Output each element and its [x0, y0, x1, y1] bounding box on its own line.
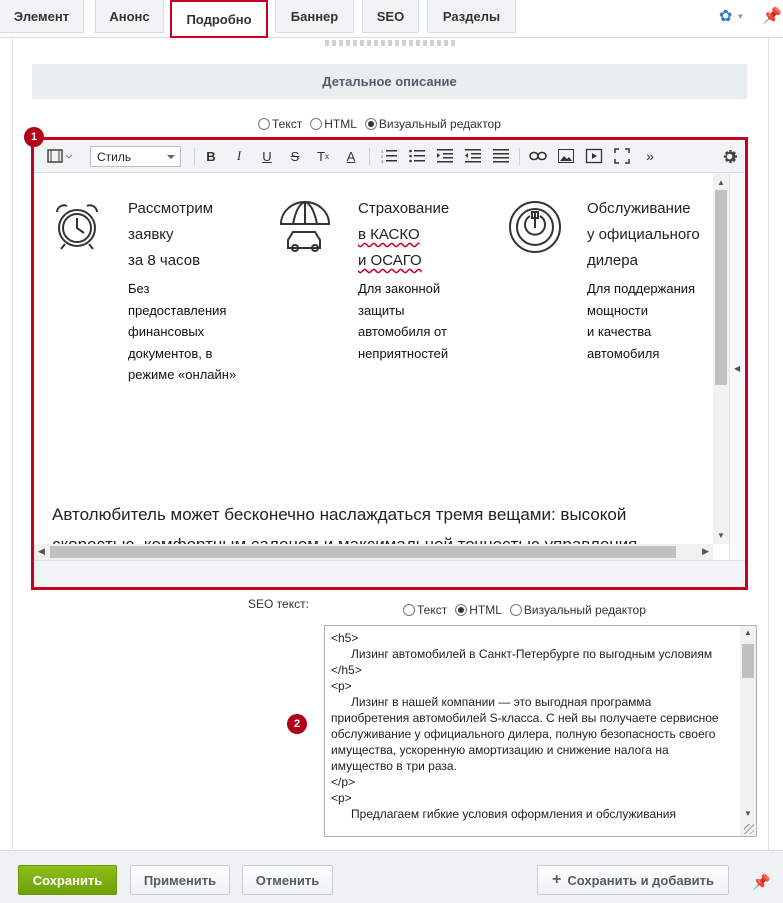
seo-label: SEO текст:	[248, 597, 309, 611]
seo-mode-html-radio[interactable]: HTML	[455, 603, 502, 617]
feature-service: Обслуживание у официального дилера Для поддержания мощности и качества автомобиля	[587, 200, 700, 361]
svg-text:3: 3	[381, 159, 384, 164]
mode-html-radio[interactable]: HTML	[310, 117, 357, 131]
pin-icon[interactable]: 📌	[752, 874, 771, 891]
mode-text-radio[interactable]: Текст	[258, 117, 302, 131]
svg-text:2: 2	[381, 154, 384, 159]
save-button[interactable]: Сохранить	[18, 865, 117, 895]
editor-content[interactable]	[34, 174, 729, 544]
image-icon[interactable]	[557, 147, 575, 165]
seo-text-content: <h5> Лизинг автомобилей в Санкт-Петербурге по выгодным условиям </h5> <p> Лизинг в нашей компании — это выгодная программа приобретения автомобилей S-класса. С ней вы получаете сервисное обслуживание у официального дилера, полную безопасность своего имущества, ускоренную амортизацию и снижение налога на имущество в три раза. </p> <p> Предлагаем гибкие условия оформления и обслуживания	[331, 631, 719, 821]
italic-icon[interactable]: I	[236, 148, 242, 163]
tab-sections[interactable]: Разделы	[427, 0, 516, 33]
editor-vertical-scrollbar[interactable]: ▲ ▼	[713, 174, 729, 544]
ordered-list-icon[interactable]	[380, 147, 398, 165]
editor-mode-radios	[258, 117, 509, 131]
seo-mode-visual-radio[interactable]: Визуальный редактор	[510, 603, 646, 617]
link-icon[interactable]	[529, 147, 547, 165]
text-color-icon[interactable]: A	[346, 148, 356, 164]
annotation-badge-1: 1	[24, 127, 44, 147]
section-title: Детальное описание	[32, 64, 747, 99]
editor-toolbar	[34, 140, 745, 173]
align-icon[interactable]	[492, 147, 510, 165]
footer-bar	[0, 850, 783, 903]
feature-approval: Рассмотрим заявку за 8 часов Без предоставления финансовых документов, в режиме «онлайн»	[128, 200, 237, 382]
cancel-button[interactable]: Отменить	[242, 865, 333, 895]
seo-mode-text-radio[interactable]: Текст	[403, 603, 447, 617]
tab-banner[interactable]: Баннер	[275, 0, 354, 33]
view-mode-icon[interactable]	[46, 147, 74, 165]
fullscreen-icon[interactable]	[613, 147, 631, 165]
tab-bar	[0, 0, 783, 38]
tab-seo[interactable]: SEO	[362, 0, 419, 33]
outdent-icon[interactable]	[464, 147, 482, 165]
alarm-clock-icon	[51, 200, 103, 255]
editor-side-panel-toggle[interactable]	[729, 174, 745, 560]
editor-status-bar	[34, 560, 745, 587]
chevron-down-icon: ▼	[736, 11, 745, 21]
mode-visual-radio[interactable]: Визуальный редактор	[365, 117, 501, 131]
remove-format-icon[interactable]: T x	[317, 148, 329, 164]
umbrella-car-icon	[278, 200, 332, 257]
style-select[interactable]: Стиль	[90, 146, 181, 167]
editor-horizontal-scrollbar[interactable]: ◀ ▶	[34, 544, 713, 560]
drag-handle[interactable]	[325, 40, 455, 46]
seo-scrollbar[interactable]: ▲ ▼	[740, 626, 756, 836]
resize-handle[interactable]	[744, 824, 754, 834]
feature-insurance: Страхование в КАСКО и ОСАГО Для законной защиты автомобиля от неприятностей	[358, 200, 450, 361]
pin-icon[interactable]: 📌	[762, 8, 782, 25]
seo-textarea[interactable]	[324, 625, 757, 837]
visual-editor	[31, 137, 748, 590]
tab-element[interactable]: Элемент	[0, 0, 84, 33]
video-icon[interactable]	[585, 147, 603, 165]
underline-icon[interactable]: U	[262, 148, 272, 164]
settings-icon[interactable]	[720, 147, 738, 165]
service-wrench-icon	[508, 200, 562, 257]
chevron-left-icon: ◀	[734, 364, 741, 373]
tab-settings-button[interactable]	[719, 6, 749, 26]
tab-details[interactable]: Подробно	[170, 0, 268, 38]
seo-mode-radios	[403, 603, 654, 617]
svg-text:1: 1	[381, 149, 384, 154]
editor-body-text: Автолюбитель может бесконечно наслаждаться тремя вещами: высокой	[52, 505, 627, 524]
gear-icon: ✿	[719, 8, 733, 25]
save-and-add-button[interactable]: + Сохранить и добавить	[537, 865, 729, 895]
bold-icon[interactable]: B	[206, 148, 216, 164]
strikethrough-icon[interactable]: S	[290, 148, 300, 164]
plus-icon: +	[552, 871, 562, 888]
more-icon[interactable]: »	[646, 148, 654, 164]
tab-announce[interactable]: Анонс	[95, 0, 164, 33]
annotation-badge-2: 2	[287, 714, 307, 734]
apply-button[interactable]: Применить	[130, 865, 230, 895]
indent-icon[interactable]	[436, 147, 454, 165]
unordered-list-icon[interactable]	[408, 147, 426, 165]
